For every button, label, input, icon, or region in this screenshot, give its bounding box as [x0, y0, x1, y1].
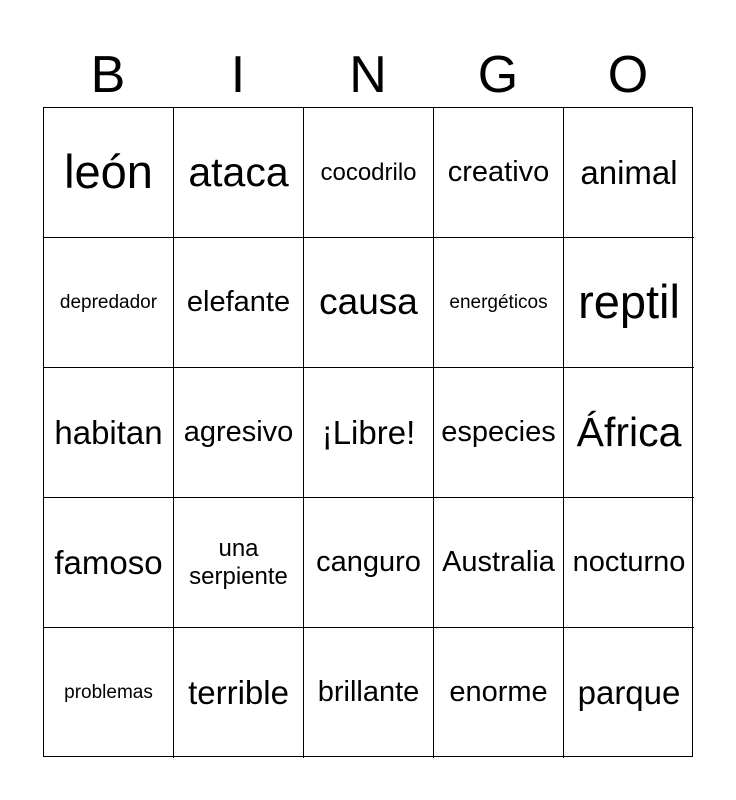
bingo-cell[interactable]: parque [577, 674, 681, 712]
bingo-cell[interactable]: cocodrilo [304, 108, 434, 238]
bingo-cell[interactable]: brillante [304, 628, 434, 758]
bingo-cell[interactable]: animal [564, 108, 694, 238]
bingo-cell[interactable]: habitan [44, 368, 174, 498]
bingo-cell[interactable]: causa [304, 238, 434, 368]
bingo-cell[interactable]: elefante [174, 238, 304, 368]
bingo-cell[interactable]: agresivo [174, 368, 304, 498]
bingo-cell[interactable]: león [44, 108, 174, 238]
bingo-header [43, 42, 693, 108]
bingo-cell[interactable]: especies [434, 368, 564, 498]
bingo-cell[interactable]: una serpiente [174, 498, 304, 628]
header-letter-b: B [90, 46, 126, 104]
header-letter-o: O [607, 46, 649, 104]
bingo-cell[interactable]: ataca [174, 108, 304, 238]
bingo-cell[interactable]: terrible [174, 628, 304, 758]
bingo-card [43, 107, 693, 757]
bingo-cell[interactable]: famoso [44, 498, 174, 628]
bingo-cell[interactable]: África [564, 368, 694, 498]
bingo-cell[interactable]: enorme [434, 628, 564, 758]
bingo-cell[interactable]: depredador [44, 238, 174, 368]
header-letter-g: G [477, 46, 519, 104]
bingo-cell[interactable]: Australia [434, 498, 564, 628]
bingo-cell[interactable]: reptil [564, 238, 694, 368]
bingo-cell[interactable]: canguro [304, 498, 434, 628]
bingo-cell[interactable]: nocturno [564, 498, 694, 628]
bingo-cell[interactable]: creativo [434, 108, 564, 238]
free-space-cell[interactable]: ¡Libre! [304, 368, 434, 498]
header-letter-i: I [230, 46, 246, 104]
header-letter-n: N [349, 46, 387, 104]
bingo-cell[interactable]: energéticos [434, 238, 564, 368]
bingo-cell[interactable]: problemas [44, 628, 174, 758]
